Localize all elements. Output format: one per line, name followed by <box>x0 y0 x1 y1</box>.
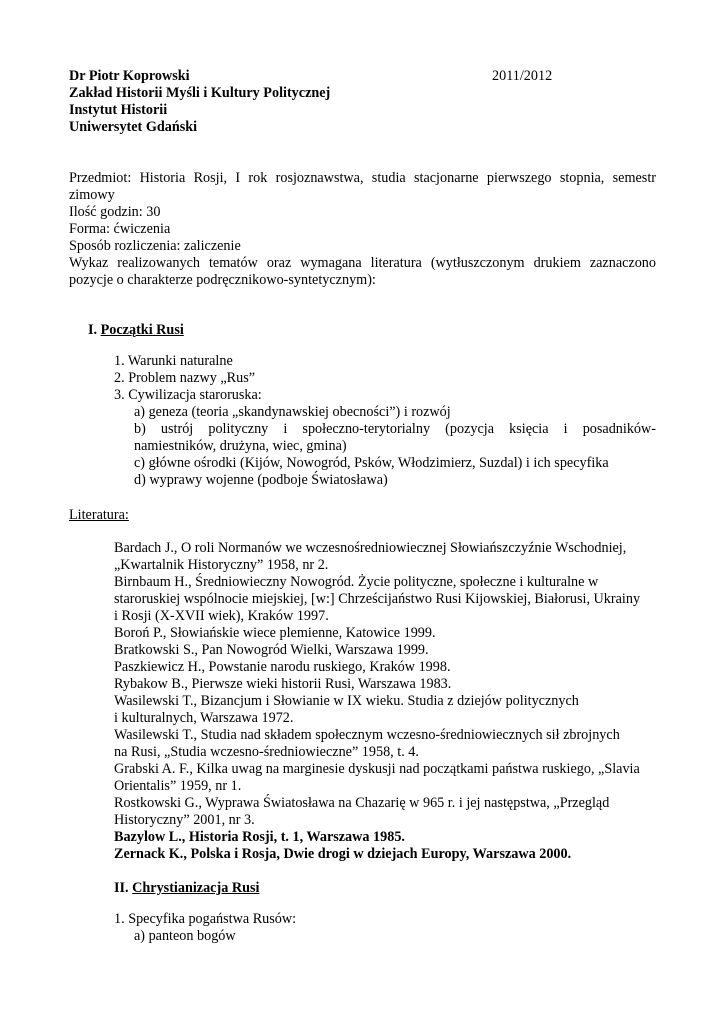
literature-entry: Paszkiewicz H., Powstanie narodu ruskiego, Kraków 1998. <box>114 659 451 675</box>
literature-entry: i kulturalnych, Warszawa 1972. <box>114 710 294 726</box>
sub-item: a) geneza (teoria „skandynawskiej obecności”) i rozwój <box>134 404 451 420</box>
section-heading-2 <box>114 880 259 897</box>
literature-entry: i Rosji (X-XVII wiek), Kraków 1997. <box>114 608 329 624</box>
literature-entry-bold: Zernack K., Polska i Rosja, Dwie drogi w dziejach Europy, Warszawa 2000. <box>114 846 572 862</box>
literature-entry: Historyczny” 2001, nr 3. <box>114 812 255 828</box>
literature-entry: „Kwartalnik Historyczny” 1958, nr 2. <box>114 557 329 573</box>
sub-item: a) panteon bogów <box>134 928 236 944</box>
literature-entry: Bratkowski S., Pan Nowogród Wielki, Warszawa 1999. <box>114 642 429 658</box>
institute-name: Instytut Historii <box>69 102 168 118</box>
sub-item: d) wyprawy wojenne (podboje Światosława) <box>134 472 388 488</box>
list-item: 3. Cywilizacja staroruska: <box>114 387 262 403</box>
course-assessment: Sposób rozliczenia: zaliczenie <box>69 238 241 254</box>
literature-entry: Rostkowski G., Wyprawa Światosława na Chazarię w 965 r. i jej następstwa, „Przegląd <box>114 795 610 811</box>
course-form: Forma: ćwiczenia <box>69 221 171 237</box>
literature-entry-bold: Bazylow L., Historia Rosji, t. 1, Warszawa 1985. <box>114 829 405 845</box>
literature-entry: Wasilewski T., Studia nad składem społecznym wczesno-średniowiecznych sił zbrojnych <box>114 727 620 743</box>
literature-entry: Orientalis” 1959, nr 1. <box>114 778 242 794</box>
section-heading-1 <box>88 322 184 339</box>
section-title: Początki Rusi <box>100 322 184 338</box>
section-number: I. <box>88 322 98 338</box>
department-name: Zakład Historii Myśli i Kultury Politycznej <box>69 85 331 101</box>
academic-year: 2011/2012 <box>492 68 553 84</box>
sub-item: c) główne ośrodki (Kijów, Nowogród, Psków, Włodzimierz, Suzdal) i ich specyfika <box>134 455 609 471</box>
section-number: II. <box>114 880 129 896</box>
course-intro-cont: pozycje o charakterze podręcznikowo-syntetycznym): <box>69 272 376 288</box>
literature-label: Literatura: <box>69 507 129 523</box>
course-subject: Przedmiot: Historia Rosji, I rok rosjoznawstwa, studia stacjonarne pierwszego stopnia, semestr <box>69 170 656 186</box>
sub-item: b) ustrój polityczny i społeczno-terytorialny (pozycja księcia i posadników- <box>134 421 656 437</box>
university-name: Uniwersytet Gdański <box>69 119 198 135</box>
sub-item-cont: namiestników, drużyna, wiec, gmina) <box>134 438 347 454</box>
literature-entry: Grabski A. F., Kilka uwag na marginesie dyskusji nad początkami państwa ruskiego, „Slavia <box>114 761 640 777</box>
author-name: Dr Piotr Koprowski <box>69 68 190 84</box>
course-intro: Wykaz realizowanych tematów oraz wymagana literatura (wytłuszczonym drukiem zaznaczono <box>69 255 656 271</box>
literature-entry: Rybakow B., Pierwsze wieki historii Rusi, Warszawa 1983. <box>114 676 452 692</box>
literature-entry: Wasilewski T., Bizancjum i Słowianie w IX wieku. Studia z dziejów politycznych <box>114 693 579 709</box>
literature-entry: Boroń P., Słowiańskie wiece plemienne, Katowice 1999. <box>114 625 436 641</box>
course-hours: Ilość godzin: 30 <box>69 204 161 220</box>
list-item: 2. Problem nazwy „Rus” <box>114 370 256 386</box>
section-title: Chrystianizacja Rusi <box>132 880 260 896</box>
course-subject-cont: zimowy <box>69 187 115 203</box>
literature-entry: Bardach J., O roli Normanów we wczesnośredniowiecznej Słowiańszczyźnie Wschodniej, <box>114 540 627 556</box>
literature-entry: staroruskiej wspólnocie miejskiej, [w:] Chrześcijaństwo Rusi Kijowskiej, Białorusi, Ukrainy <box>114 591 641 607</box>
list-item: 1. Warunki naturalne <box>114 353 233 369</box>
literature-entry: Birnbaum H., Średniowieczny Nowogród. Życie polityczne, społeczne i kulturalne w <box>114 574 599 590</box>
list-item: 1. Specyfika pogaństwa Rusów: <box>114 911 297 927</box>
literature-entry: na Rusi, „Studia wczesno-średniowieczne” 1958, t. 4. <box>114 744 419 760</box>
